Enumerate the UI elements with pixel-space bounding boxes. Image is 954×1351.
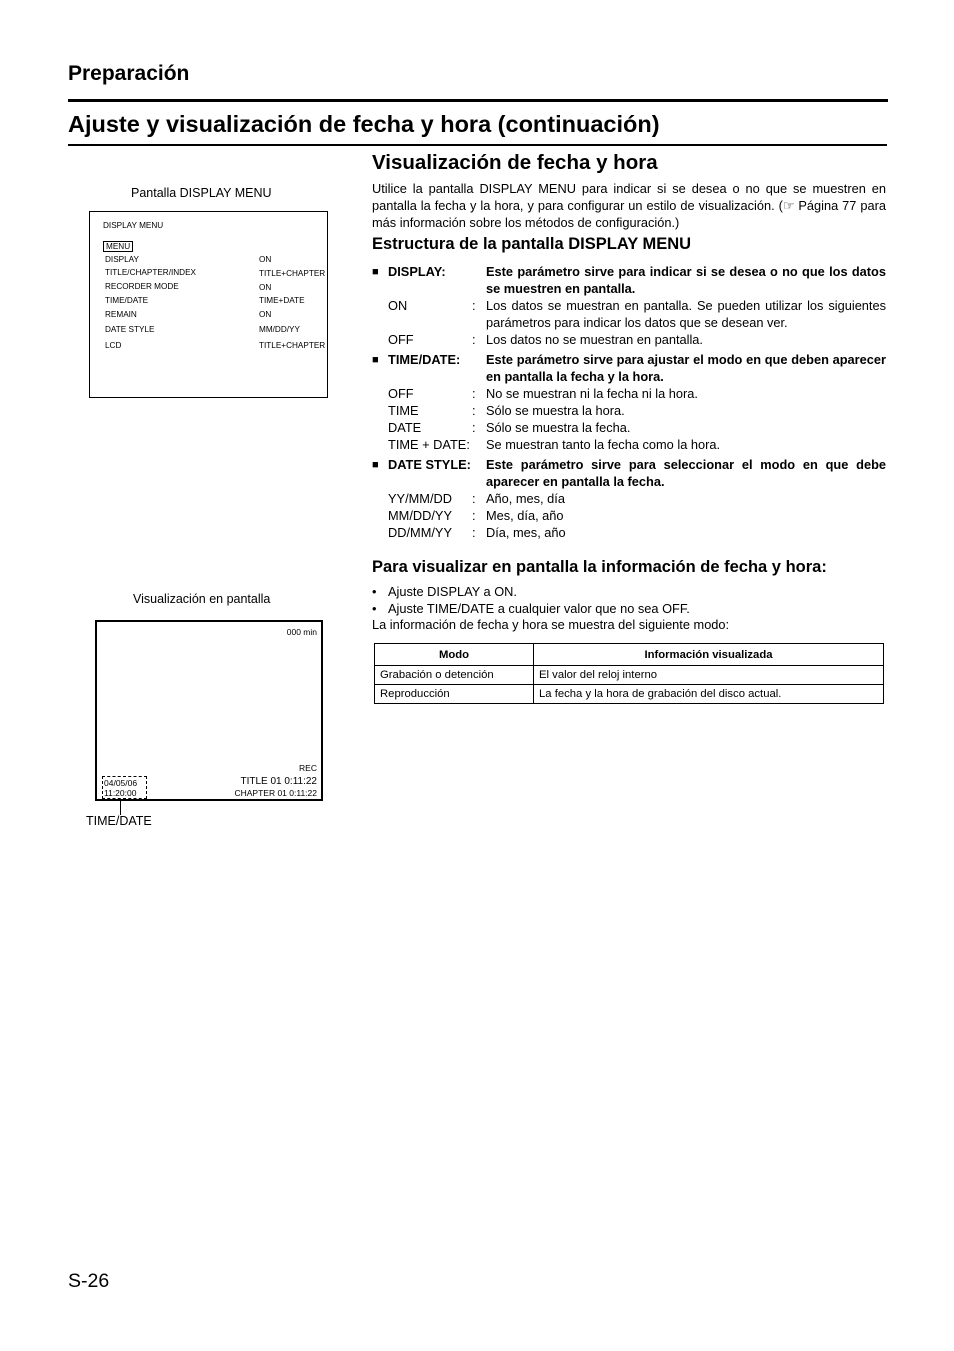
- table-header-row: [375, 644, 884, 666]
- param-description: Este parámetro sirve para indicar si se desea o no que los datos se muestren en pantalla.: [486, 264, 886, 296]
- option-description: No se muestran ni la fecha ni la hora.: [486, 386, 698, 401]
- option-name: YY/MM/DD: [388, 491, 452, 506]
- menu-row-label: REMAIN: [105, 310, 137, 319]
- param-name: DATE STYLE:: [388, 457, 471, 472]
- menu-row-label: LCD: [105, 341, 122, 350]
- callout-line: [120, 799, 121, 815]
- option-name: OFF: [388, 386, 414, 401]
- option-name: TIME: [388, 403, 419, 418]
- table-row: [375, 666, 884, 685]
- howto-note: La información de fecha y hora se muestra del siguiente modo:: [372, 617, 730, 632]
- list-item: • Ajuste DISPLAY a ON.: [372, 584, 517, 599]
- list-item: • Ajuste TIME/DATE a cualquier valor que no sea OFF.: [372, 600, 690, 616]
- title-readout: TITLE 01 0:11:22: [240, 776, 317, 787]
- menu-row-value: ON: [259, 283, 272, 292]
- param-option: DD/MM/YY : Día, mes, año: [372, 524, 886, 541]
- menu-row-label: RECORDER MODE: [105, 282, 179, 291]
- option-name: DD/MM/YY: [388, 525, 452, 540]
- subsection-heading: Estructura de la pantalla DISPLAY MENU: [372, 235, 692, 253]
- section-title: Preparación: [68, 62, 190, 85]
- param-option: MM/DD/YY : Mes, día, año: [372, 507, 886, 524]
- param-option: OFF : No se muestran ni la fecha ni la hora.: [372, 385, 886, 402]
- remain-readout: 000 min: [286, 627, 317, 637]
- option-description: Día, mes, año: [486, 525, 566, 540]
- table-row: [375, 685, 884, 704]
- menu-row-label: DISPLAY: [105, 255, 139, 264]
- chapter-readout: CHAPTER 01 0:11:22: [234, 788, 317, 798]
- param-option: OFF : Los datos no se muestran en pantalla.: [372, 331, 886, 348]
- menu-row-value: TITLE+CHAPTER: [259, 341, 326, 350]
- param-option: ON : Los datos se muestran en pantalla. Se pueden utilizar los siguientes parámetros para indicar los datos que se desean ver.: [388, 298, 886, 330]
- list-item-text: Ajuste TIME/DATE a cualquier valor que no sea OFF.: [388, 600, 690, 616]
- table-cell: El valor del reloj interno: [534, 666, 884, 685]
- param-option: TIME : Sólo se muestra la hora.: [372, 402, 886, 419]
- menu-row-value: ON: [259, 310, 272, 319]
- onscreen-display-figure: [95, 620, 323, 801]
- option-name: TIME + DATE:: [388, 437, 470, 452]
- option-description: Año, mes, día: [486, 491, 565, 506]
- column-header: Modo: [375, 644, 534, 666]
- title-rule: [68, 144, 887, 146]
- column-header: Información visualizada: [534, 644, 884, 666]
- time-date-callout: TIME/DATE: [86, 814, 152, 828]
- param-option: [372, 436, 886, 453]
- param-item: [372, 456, 886, 490]
- rec-indicator: REC: [299, 763, 317, 773]
- page-number: S-26: [68, 1270, 110, 1292]
- option-description: Se muestran tanto la fecha como la hora.: [486, 437, 721, 452]
- menu-header: DISPLAY MENU: [103, 221, 164, 230]
- menu-row-value: TITLE+CHAPTER: [259, 269, 326, 278]
- display-menu-figure: [89, 211, 328, 398]
- screen-figure-caption: Visualización en pantalla: [133, 592, 271, 606]
- intro-paragraph: Utilice la pantalla DISPLAY MENU para indicar si se desea o no que se muestren en pantalla la fecha y la hora, y para configurar un estilo de visualización. (☞ Página 77 para más información sobre los métodos de configuración.): [372, 181, 886, 230]
- option-description: Sólo se muestra la hora.: [486, 403, 625, 418]
- page-title: Ajuste y visualización de fecha y hora (continuación): [68, 111, 660, 137]
- menu-tag: MENU: [103, 241, 133, 252]
- option-description: Los datos se muestran en pantalla. Se pueden utilizar los siguientes parámetros para indicar los datos que se desean ver.: [486, 298, 886, 330]
- parameter-list: [372, 260, 886, 541]
- table-cell: La fecha y la hora de grabación del disco actual.: [534, 685, 884, 704]
- howto-list: [372, 584, 729, 634]
- param-name: DISPLAY:: [388, 264, 446, 279]
- option-name: DATE: [388, 420, 422, 435]
- date-readout: 04/05/06: [104, 778, 138, 788]
- option-name: ON: [388, 298, 408, 313]
- list-item-text: Ajuste DISPLAY a ON.: [388, 584, 517, 599]
- section-heading: Visualización de fecha y hora: [372, 151, 658, 174]
- menu-row-value: ON: [259, 255, 272, 264]
- param-name: TIME/DATE:: [388, 352, 461, 367]
- square-bullet-icon: ■: [372, 459, 379, 471]
- table-cell: Grabación o detención: [375, 666, 534, 685]
- menu-row-value: MM/DD/YY: [259, 325, 300, 334]
- howto-heading: Para visualizar en pantalla la información de fecha y hora:: [372, 558, 827, 576]
- param-option: DATE : Sólo se muestra la fecha.: [372, 419, 886, 436]
- param-description: Este parámetro sirve para ajustar el modo en que deben aparecer en pantalla la fecha y la hora.: [486, 352, 886, 384]
- option-name: MM/DD/YY: [388, 508, 452, 523]
- menu-row-label: DATE STYLE: [105, 325, 155, 334]
- option-description: Sólo se muestra la fecha.: [486, 420, 631, 435]
- menu-figure-caption: Pantalla DISPLAY MENU: [131, 186, 272, 200]
- param-item: [372, 263, 886, 297]
- time-readout: 11:20:00: [104, 788, 137, 798]
- option-description: Mes, día, año: [486, 508, 564, 523]
- square-bullet-icon: ■: [372, 354, 379, 366]
- param-description: Este parámetro sirve para seleccionar el modo en que debe aparecer en pantalla la fecha.: [486, 457, 886, 489]
- option-description: Los datos no se muestran en pantalla.: [486, 332, 703, 347]
- header-rule: [68, 99, 888, 102]
- menu-row-label: TIME/DATE: [105, 296, 149, 305]
- param-item: [372, 351, 886, 385]
- table-cell: Reproducción: [375, 685, 534, 704]
- option-name: OFF: [388, 332, 414, 347]
- menu-row-label: TITLE/CHAPTER/INDEX: [105, 268, 196, 277]
- square-bullet-icon: ■: [372, 266, 379, 278]
- param-option: YY/MM/DD : Año, mes, día: [372, 490, 886, 507]
- display-info-table: [374, 643, 884, 704]
- menu-row-value: TIME+DATE: [259, 296, 305, 305]
